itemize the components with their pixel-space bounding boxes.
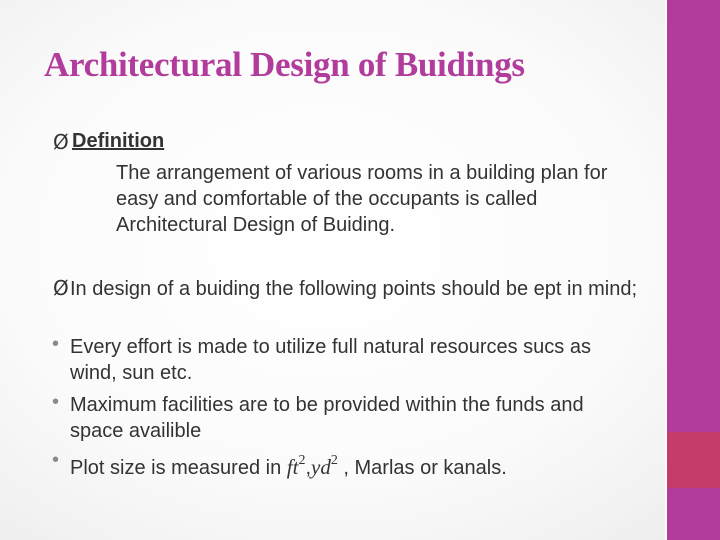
sidebar-band — [665, 0, 720, 540]
bullet-dot-icon: • — [52, 333, 60, 355]
plot-prefix-text: Plot size is measured in — [70, 457, 282, 479]
unit-yd: $yd^2$ — [311, 453, 338, 479]
intro-text: In design of a buiding the following points should be ept in mind; — [70, 278, 638, 300]
slide-title: Architectural Design of Buidings — [44, 45, 525, 84]
plot-suffix-text: , Marlas or kanals. — [343, 457, 507, 479]
unit-separator: , — [305, 457, 311, 479]
bullet-dot-icon: • — [52, 449, 60, 471]
bullet-dot-icon: • — [52, 391, 60, 413]
unit-ft: $ft^2$ — [286, 453, 306, 479]
arrow-bullet-icon: Ø — [53, 276, 69, 300]
definition-heading: Definition — [72, 130, 165, 152]
arrow-bullet-icon: Ø — [53, 130, 69, 154]
definition-text: The arrangement of various rooms in a building plan for easy and comfortable of the occupants is called Architectural Design of Buiding. — [116, 162, 608, 236]
list-item: Every effort is made to utilize full natural resources sucs as wind, sun etc. — [70, 336, 591, 384]
sidebar-accent-band — [667, 432, 720, 488]
list-item: Maximum facilities are to be provided within the funds and space availible — [70, 394, 584, 442]
list-item-plot-size — [70, 450, 640, 481]
